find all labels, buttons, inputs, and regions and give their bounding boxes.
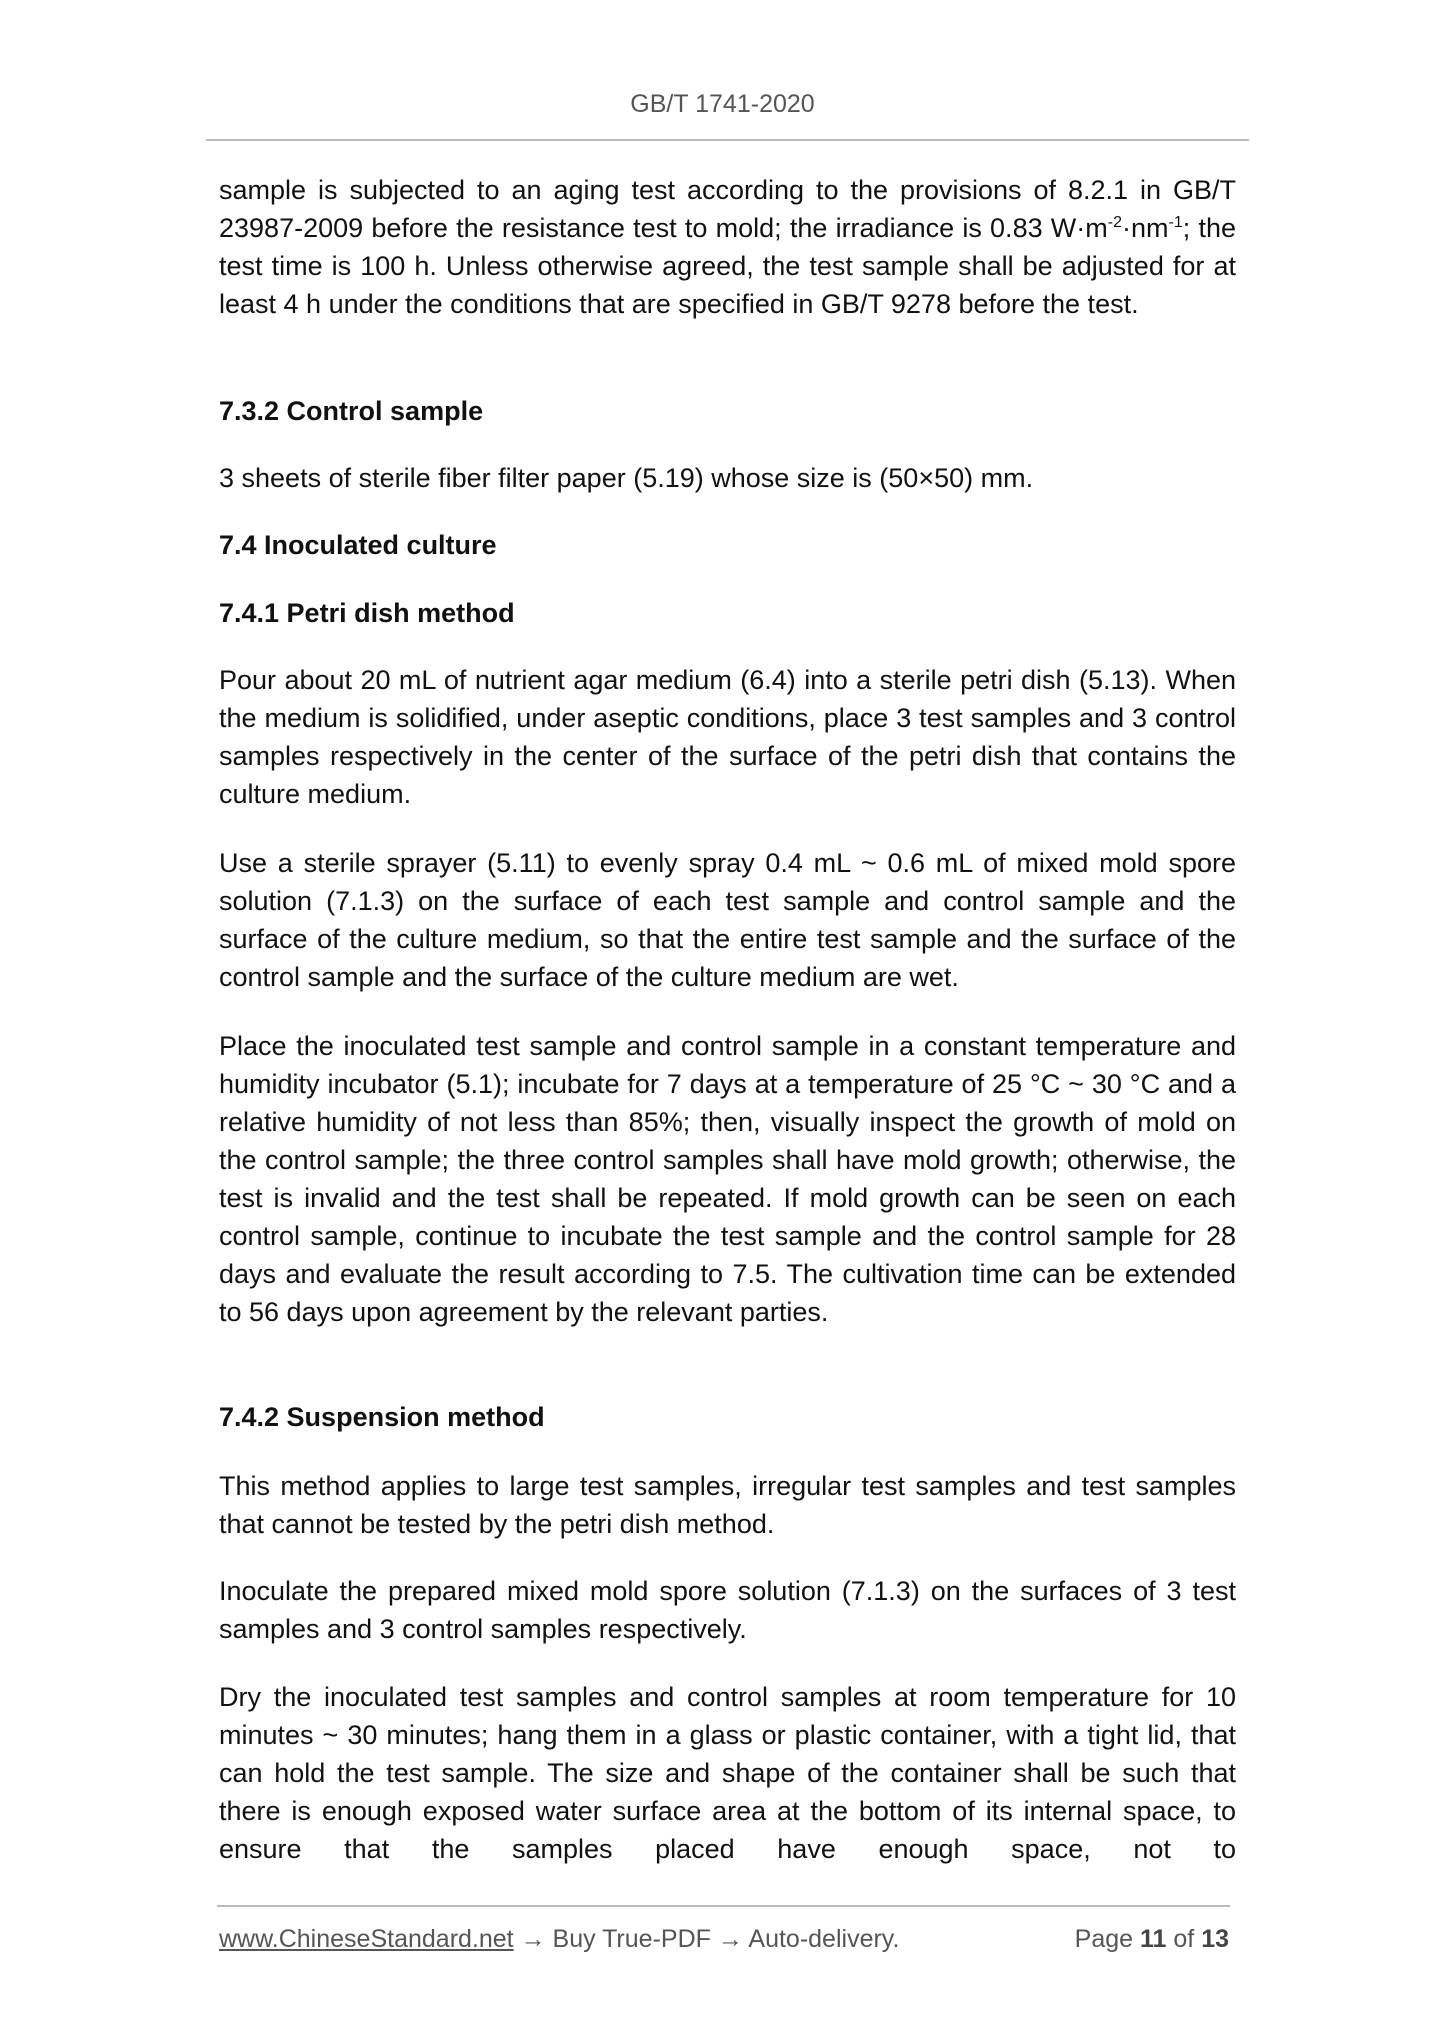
footer bbox=[219, 1925, 1229, 1954]
footer-divider bbox=[217, 1905, 1230, 1907]
header-doc-code: GB/T 1741-2020 bbox=[630, 90, 815, 118]
footer-link[interactable]: www.ChineseStandard.net bbox=[219, 1925, 514, 1953]
heading-7-4-1: 7.4.1 Petri dish method bbox=[219, 598, 515, 628]
footer-text: → Buy True-PDF → Auto-delivery. bbox=[513, 1925, 900, 1953]
heading-7-3-2: 7.3.2 Control sample bbox=[219, 396, 484, 426]
paragraph-suspension-1: This method applies to large test samples, irregular test samples and test samples that cannot be tested by the petri dish method. bbox=[219, 1471, 1236, 1539]
paragraph-suspension-3: Dry the inoculated test samples and control samples at room temperature for 10 minutes ~ 30 minutes; hang them in a glass or plastic container, with a tight lid, that can hold the test sample. The size and shape of the container shall be such that there is enough exposed water surface area at the bottom of its internal space, to ensure that the samples placed have enough space, not to bbox=[219, 1682, 1236, 1864]
paragraph-control-sample: 3 sheets of sterile fiber filter paper (5.19) whose size is (50×50) mm. bbox=[219, 463, 1034, 493]
paragraph-petri-1: Pour about 20 mL of nutrient agar medium (6.4) into a sterile petri dish (5.13). When the medium is solidified, under aseptic conditions, place 3 test samples and 3 control samples respectively in the center of the surface of the petri dish that contains the culture medium. bbox=[219, 665, 1236, 809]
paragraph-petri-3: Place the inoculated test sample and control sample in a constant temperature and humidity incubator (5.1); incubate for 7 days at a temperature of 25 °C ~ 30 °C and a relative humidity of not less than 85%; then, visually inspect the growth of mold on the control sample; the three control samples shall have mold growth; otherwise, the test is invalid and the test shall be repeated. If mold growth can be seen on each control sample, continue to incubate the test sample and the control sample for 28 days and evaluate the result according to 7.5. The cultivation time can be extended to 56 days upon agreement by the relevant parties. bbox=[219, 1031, 1236, 1327]
header-divider bbox=[206, 139, 1249, 141]
paragraph-suspension-2: Inoculate the prepared mixed mold spore solution (7.1.3) on the surfaces of 3 test samples and 3 control samples respectively. bbox=[219, 1576, 1236, 1644]
heading-7-4-2: 7.4.2 Suspension method bbox=[219, 1402, 545, 1432]
paragraph-aging: sample is subjected to an aging test according to the provisions of 8.2.1 in GB/T 23987-2009 before the resistance test to mold; the irradiance is 0.83 $W\cdot m^{-2}\cdot nm^{-1}$; the test time is 100 h. Unless otherwise agreed, the test sample shall be adjusted for at least 4 h under the conditions that are specified in GB/T 9278 before the test. bbox=[219, 175, 1236, 319]
heading-7-4: 7.4 Inoculated culture bbox=[219, 530, 497, 560]
paragraph-petri-2: Use a sterile sprayer (5.11) to evenly spray 0.4 mL ~ 0.6 mL of mixed mold spore solution (7.1.3) on the surface of each test sample and control sample and the surface of the culture medium, so that the entire test sample and the surface of the control sample and the surface of the culture medium are wet. bbox=[219, 848, 1236, 992]
page-indicator: Page 11 of 13 bbox=[1074, 1925, 1229, 1953]
